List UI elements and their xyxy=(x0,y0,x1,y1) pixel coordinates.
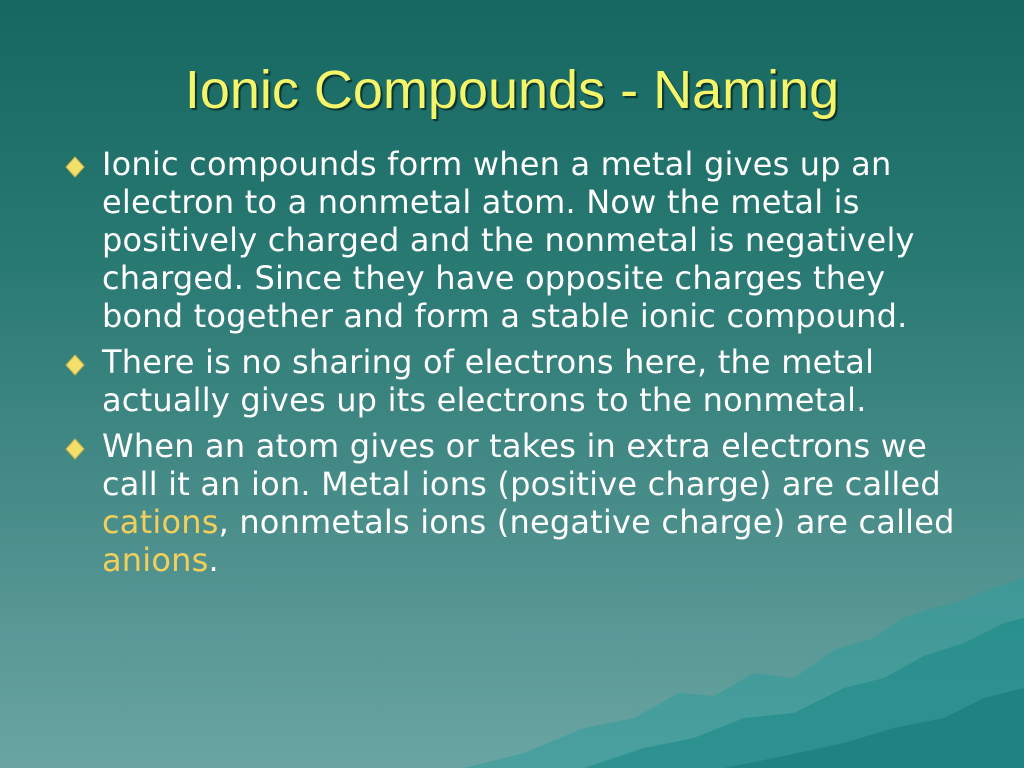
bullet-list xyxy=(62,145,967,587)
slide-title: Ionic Compounds - Naming xyxy=(184,60,840,120)
term-anions: anions xyxy=(102,541,209,579)
bullet-text: Ionic compounds form when a metal gives up an electron to a nonmetal atom. Now the metal is positively charged and the nonmetal is negatively charged. Since they have opposite charges they bond together and form a stable ionic compound. xyxy=(102,145,915,335)
bullet-text xyxy=(102,427,967,579)
bullet-text-part: , nonmetals ions (negative charge) are called xyxy=(218,503,955,541)
bullet-text-part: When an atom gives or takes in extra electrons we call it an ion. Metal ions (positive charge) are called xyxy=(102,427,941,503)
bullet-text: There is no sharing of electrons here, the metal actually gives up its electrons to the nonmetal. xyxy=(102,343,875,419)
bullet-text-part: . xyxy=(208,541,219,579)
mountain-decoration xyxy=(464,578,1024,768)
diamond-bullet-icon xyxy=(62,154,88,180)
diamond-bullet-icon xyxy=(62,352,88,378)
bullet-item xyxy=(62,145,967,335)
term-cations: cations xyxy=(102,503,219,541)
diamond-bullet-icon xyxy=(62,436,88,462)
bullet-item xyxy=(62,343,967,419)
bullet-item xyxy=(62,427,967,579)
